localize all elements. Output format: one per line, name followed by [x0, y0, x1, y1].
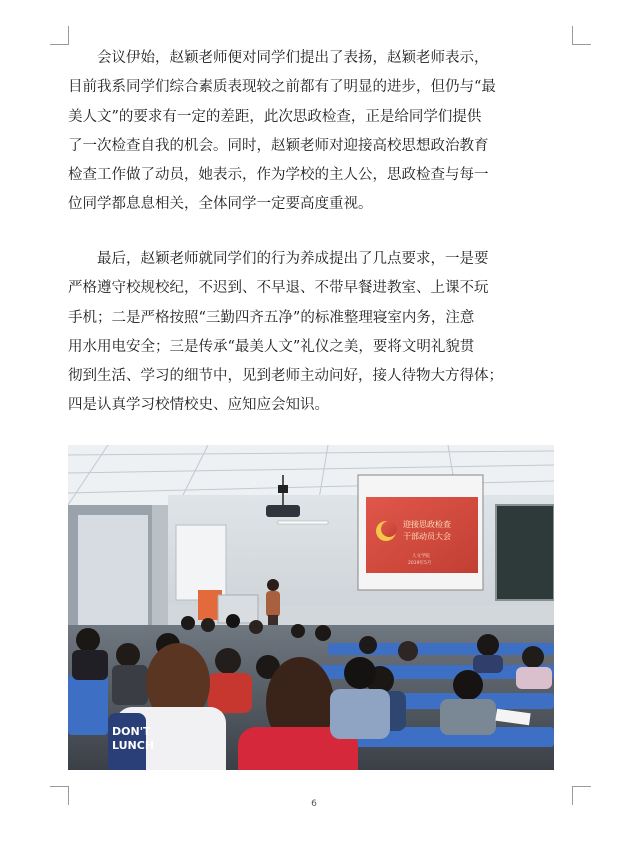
paragraph-line: 四是认真学习校情校史、应知应会知识。: [68, 397, 329, 414]
paragraph-line: 位同学都息息相关，全体同学一定要高度重视。: [68, 196, 373, 213]
speaker-teacher: [266, 579, 280, 629]
paragraph-line: 彻到生活、学习的细节中，见到老师主动问好，接人待物大方得体；: [68, 368, 503, 385]
paragraph-line: 用水用电安全；三是传承“最美人文”礼仪之美，要将文明礼貌贯: [68, 338, 475, 355]
screen-title-1: 迎接思政检查: [403, 520, 451, 529]
screen-title-2: 干部动员大会: [403, 532, 451, 541]
paragraph-1: [68, 44, 573, 220]
paragraph-line: 手机；二是严格按照“三勤四齐五净”的标准整理寝室内务，注意: [68, 309, 475, 326]
shirt-text-1: DON'T: [112, 725, 151, 738]
window: [78, 515, 148, 625]
meeting-photo: [68, 445, 554, 770]
paragraph-line: 目前我系同学们综合素质表现较之前都有了明显的进步，但仍与“最: [68, 79, 496, 96]
blackboard: [496, 505, 554, 600]
paragraph-2: [68, 245, 573, 421]
crop-mark-top-left: [50, 26, 69, 45]
curtain: [152, 505, 170, 630]
screen-footer-2: 2019年5月: [408, 561, 432, 566]
paragraph-line: 检查工作做了动员，她表示，作为学校的主人公，思政检查与每一: [68, 167, 489, 184]
page-number: 6: [311, 799, 317, 809]
paragraph-line: 严格遵守校规校纪，不迟到、不早退、不带早餐进教室、上课不玩: [68, 280, 489, 297]
crop-mark-top-right: [572, 26, 591, 45]
projector: [266, 505, 300, 517]
screen-footer-1: 人文学院: [412, 554, 430, 559]
paragraph-line: 最后，赵颖老师就同学们的行为养成提出了几点要求，一是要: [68, 251, 489, 267]
paragraph-line: 了一次检查自我的机会。同时，赵颖老师对迎接高校思想政治教育: [68, 137, 489, 154]
shirt-text-2: LUNCH: [112, 739, 155, 752]
paragraph-line: 会议伊始，赵颖老师便对同学们提出了表扬，赵颖老师表示，: [68, 50, 489, 66]
paragraph-line: 美人文”的要求有一定的差距，此次思政检查，正是给同学们提供: [68, 108, 482, 125]
whiteboard: [176, 525, 226, 600]
meeting-photo-illustration: [68, 445, 554, 770]
